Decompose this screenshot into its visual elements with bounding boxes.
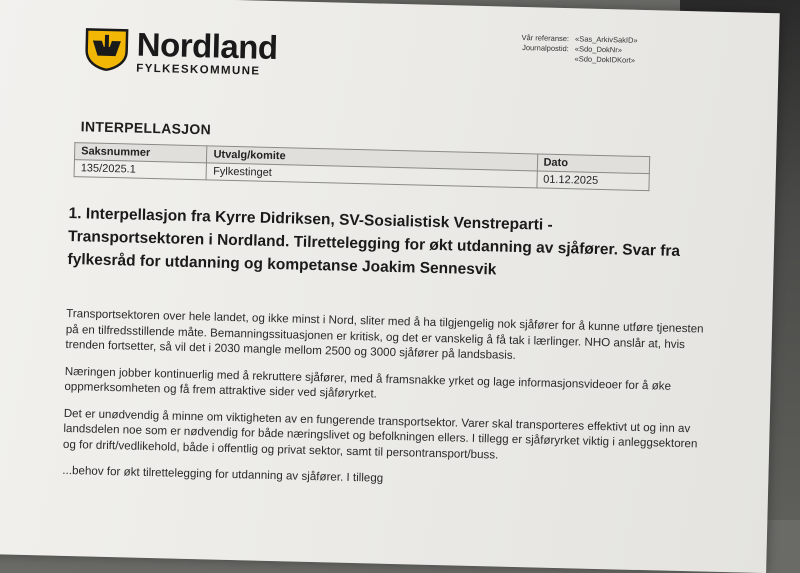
document-heading: INTERPELLASJON: [80, 118, 212, 138]
paragraph: Det er unødvendig å minne om viktigheten av en fungerende transportsektor. Varer skal transporteres effektivt ut og inn av landsdelen noe som er nødvendig for både næringslivet og befolkningen ellers. I tillegg er sjåføryrket viktig i anleggsektoren og for drift/vedlikehold, både i offentlig og privat sektor, samt til persontransport/buss.: [62, 406, 698, 462]
paragraph: Transportsektoren over hele landet, og ikke minst i Nord, sliter med å ha tilgjengelig nok sjåfører for å kunne utføre tjenesten på en tilfredsstillende måte. Bemanningssituasjonen er kritisk, og det er vanskelig å få tak i lærlinger. NHO anslår at, hvis trenden fortsetter, så vil det i 2030 mangle mellom 2500 og 3000 sjåfører på landsbasis.: [65, 306, 704, 362]
reference-label: Vår referanse:: [521, 33, 570, 44]
logo-subtitle: FYLKESKOMMUNE: [136, 62, 261, 78]
reference-value: «Sas_ArkivSakID»: [574, 34, 638, 45]
cell-saksnummer: 135/2025.1: [74, 160, 207, 180]
body-text: [62, 306, 706, 505]
paragraph: ...behov for økt tilrettelegging for utdanning av sjåfører. I tillegg: [62, 463, 384, 485]
header-saksnummer: Saksnummer: [74, 143, 207, 163]
paragraph: Næringen jobber kontinuerlig med å rekruttere sjåfører, med å framsnakke yrket og lage informasjonsvideoer for å øke oppmerksomheten og få frem attraktive sider ved sjåføryrket.: [64, 364, 672, 401]
reference-label: [488, 52, 574, 64]
case-meta-table: [74, 142, 651, 191]
header-dato: Dato: [537, 154, 650, 174]
cell-utvalg: Fylkestinget: [206, 163, 536, 188]
reference-value: «Sdo_DokIDKort»: [574, 54, 636, 65]
header-utvalg: Utvalg/komite: [207, 146, 537, 171]
reference-value: «Sdo_DokNr»: [574, 44, 623, 55]
cell-dato: 01.12.2025: [536, 171, 649, 191]
interpellation-title: 1. Interpellasjon fra Kyrre Didriksen, SV-Sosialistisk Venstreparti - Transportsektoren i Nordland. Tilrettelegging for økt utdanning av sjåfører. Svar fra fylkesråd for utdanning og kompetanse Joakim Sennesvik: [67, 204, 681, 279]
reference-block: [488, 32, 685, 67]
nordland-shield-icon: [84, 26, 129, 71]
nordland-logo: [84, 26, 278, 78]
reference-label: Journalpostid:: [522, 43, 569, 54]
logo-name: Nordland: [136, 25, 279, 67]
